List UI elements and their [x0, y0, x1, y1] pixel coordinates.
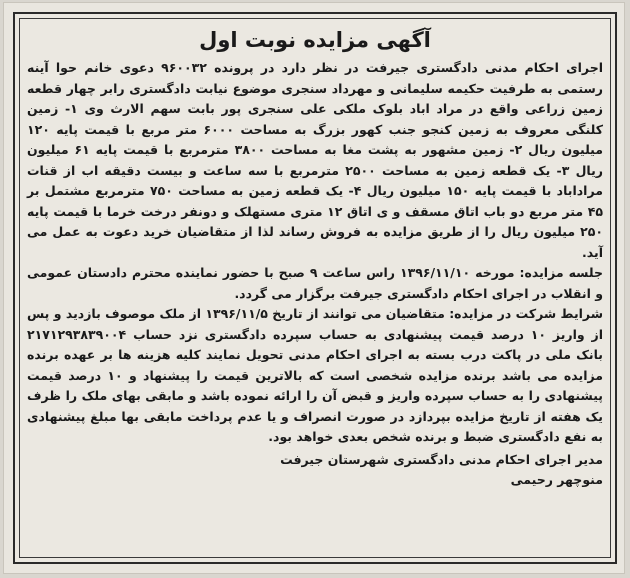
signature-title: مدیر اجرای احکام مدنی دادگستری شهرستان جیرفت [280, 451, 603, 467]
signature-name: منوچهر رحیمی [510, 471, 603, 487]
signature-block [27, 450, 603, 490]
conditions-label: شرایط شرکت در مزایده: [449, 306, 603, 321]
newspaper-clipping [3, 2, 625, 574]
notice-content [27, 28, 603, 554]
main-paragraph: اجرای احکام مدنی دادگستری جیرفت در نظر دارد در پرونده ۹۶۰۰۳۲ دعوی خانم حوا آینه رستمی به طرفیت حکیمه سلیمانی و مهرداد سنجری موضوع نیابت دادگستری رابر چهار قطعه زمین زراعی واقع در مراد اباد بلوک ملکی علی سنجری پور بابت سهم الارث وی ۱- زمین کلنگی معروف به زمین کنجو جنب کهور بزرگ به مساحت ۶۰۰۰ متر مربع با قیمت پایه ۱۲۰ میلیون ریال ۲- زمین مشهور به پشت مغا به مساحت ۳۸۰۰ مترمربع با قیمت پایه ۶۱ میلیون ریال ۳- یک قطعه زمین به مساحت ۲۵۰۰ مترمربع با سه ساعت و بیست دقیقه اب از قنات مراداباد با قیمت پایه ۱۵۰ میلیون ریال ۴- یک قطعه زمین به مساحت ۷۵۰ مترمربع مشتمل بر ۴۵ متر مربع دو باب اتاق مسقف و ی اتاق ۱۲ متری مستهلک و دونفر درخت خرما با قیمت پایه ۲۵۰ میلیون ریال را از طریق مزایده به فروش رساند لذا از متقاضیان خرید دعوت به عمل می آید. [27, 60, 604, 260]
notice-title: آگهی مزایده نوبت اول [199, 28, 431, 52]
conditions-text: متقاضیان می توانند از تاریخ ۱۳۹۶/۱۱/۵ از ملک موصوف بازدید و پس از واریز ۱۰ درصد قیمت پیشنهادی به حساب سپرده دادگستری نزد حساب ۲۱۷۱۲۹۳۸۳۹۰۰۴ بانک ملی در پاکت درب بسته به اجرای احکام مدنی تحویل نمایند کلیه هزینه ها بر عهده برنده مزایده می باشد برنده مزایده شخصی است که بالاترین قیمت را پیشنهاد و ۱۰ درصد قیمت پیشنهادی را به حساب سپرده واریز و قبض آن را ارائه نموده باشد و مابقی بهای ملک را ظرف یک هفته از تاریخ مزایده بپردازد در صورت انصراف و یا عدم پرداخت مابقی بها مبلغ پیشنهادی به نفع دادگستری ضبط و برنده شخص بعدی خواهد بود. [27, 306, 604, 444]
session-text: مورخه ۱۳۹۶/۱۱/۱۰ راس ساعت ۹ صبح با حضور نماینده محترم دادستان عمومی و انقلاب در اجرای احکام دادگستری جیرفت برگزار می گردد. [27, 265, 603, 301]
session-paragraph [27, 263, 603, 304]
notice-body [27, 58, 603, 448]
session-label: جلسه مزایده: [519, 265, 603, 280]
conditions-paragraph [27, 304, 603, 448]
notice-frame [13, 12, 617, 564]
